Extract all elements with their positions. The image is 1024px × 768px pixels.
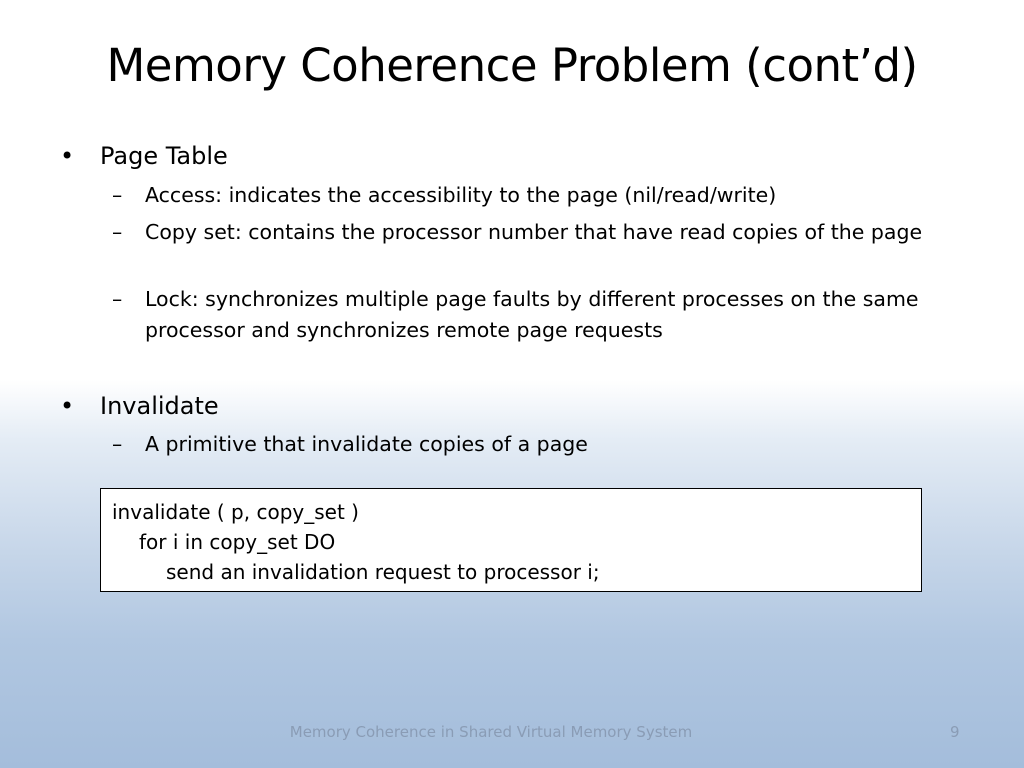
sub-bullet-lock: [112, 284, 952, 346]
sub-bullet-marker: –: [112, 183, 123, 207]
page-number: 9: [950, 723, 960, 741]
sub-bullet-marker: –: [112, 220, 123, 244]
bullet-marker: •: [60, 392, 75, 420]
sub-bullet-copy-set: [112, 217, 952, 248]
code-line: send an invalidation request to processor i;: [166, 560, 600, 584]
sub-bullet-text: Access: indicates the accessibility to the page (nil/read/write): [145, 183, 777, 207]
sub-bullet-text: Lock: synchronizes multiple page faults by different processes on the same processor and synchronizes remote page requests: [145, 287, 919, 342]
bullet-text: Page Table: [100, 142, 228, 170]
code-box: [100, 488, 922, 592]
sub-bullet-marker: –: [112, 287, 123, 311]
slide-title: Memory Coherence Problem (cont’d): [106, 39, 918, 92]
sub-bullet-text: Copy set: contains the processor number that have read copies of the page: [145, 220, 923, 244]
bullet-text: Invalidate: [100, 392, 219, 420]
code-line: for i in copy_set DO: [139, 530, 336, 554]
sub-bullet-text: A primitive that invalidate copies of a page: [145, 432, 588, 456]
footer-text: Memory Coherence in Shared Virtual Memory System: [289, 723, 693, 741]
code-line: invalidate ( p, copy_set ): [112, 500, 359, 524]
sub-bullet-marker: –: [112, 432, 123, 456]
sub-bullet-primitive: [112, 429, 952, 460]
bullet-marker: •: [60, 142, 75, 170]
sub-bullet-access: [112, 180, 952, 211]
